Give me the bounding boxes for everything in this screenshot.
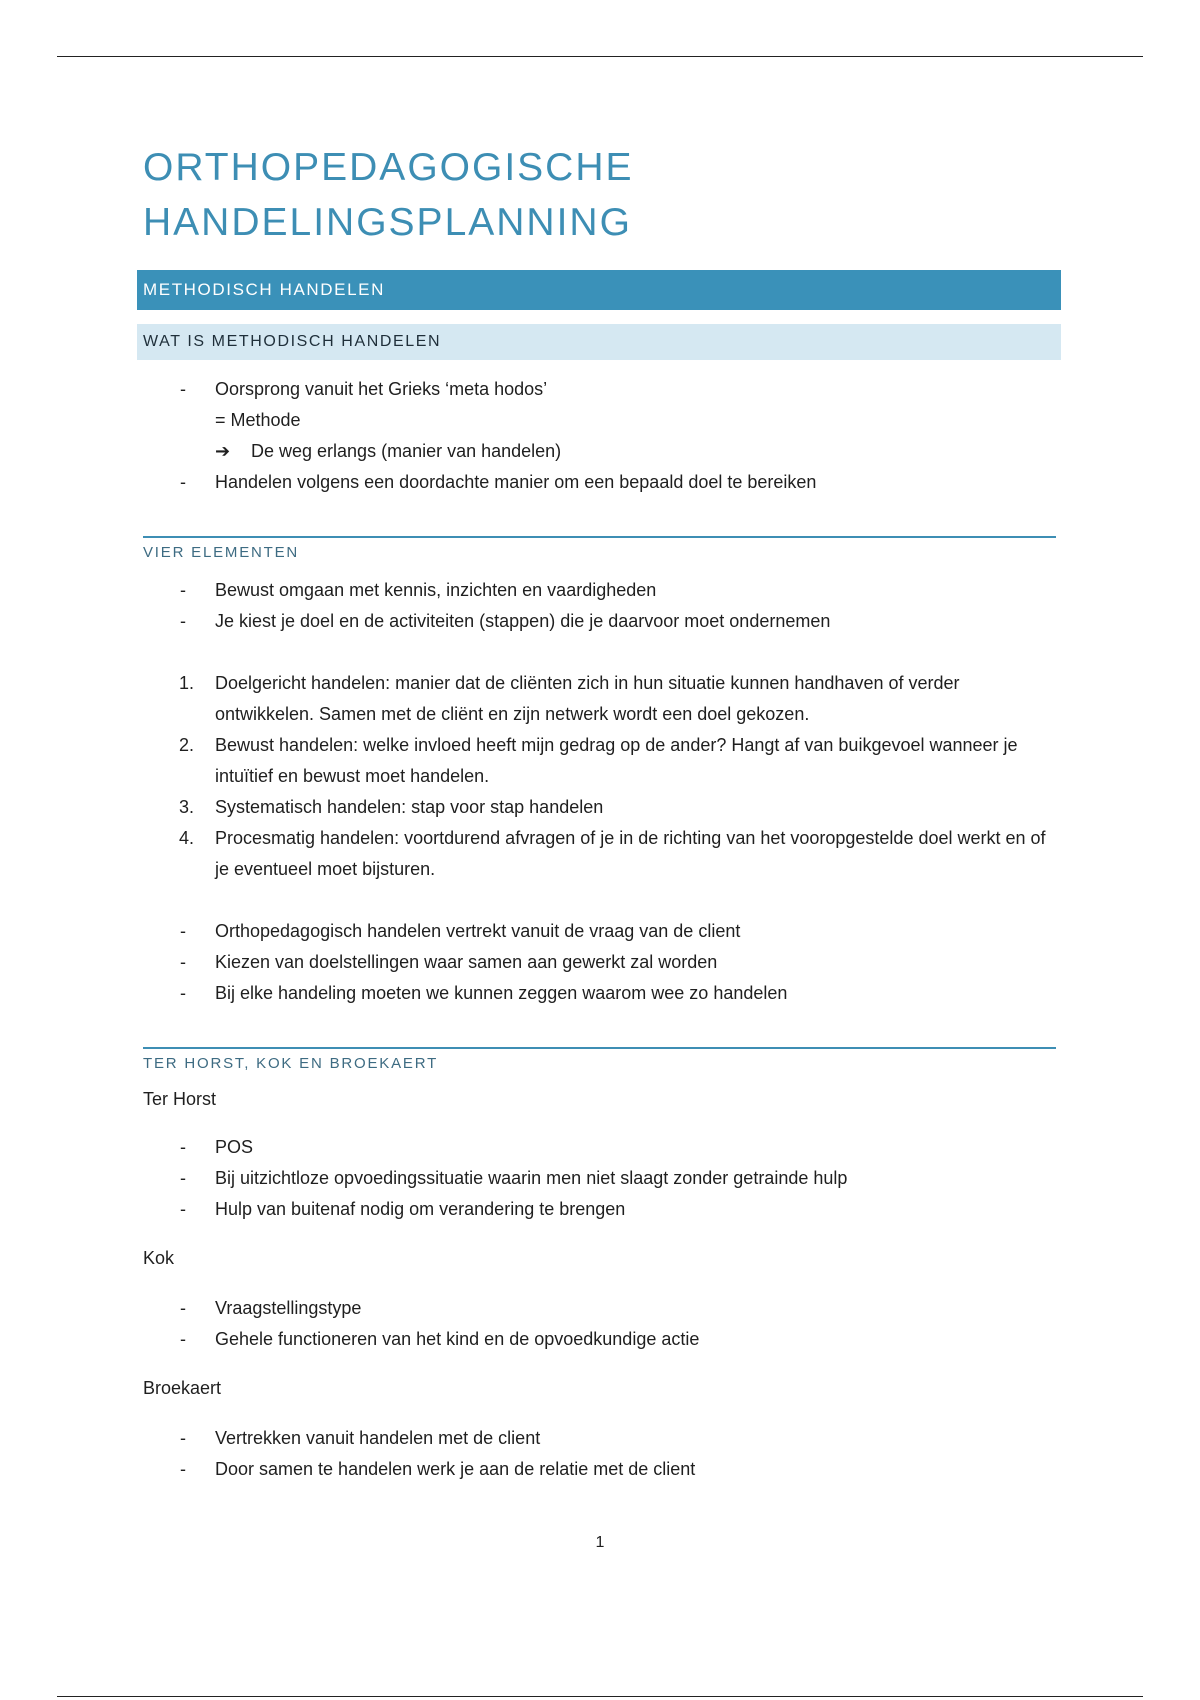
arrow-line (215, 436, 1063, 467)
list-item-text: Hulp van buitenaf nodig om verandering te brengen (215, 1199, 626, 1219)
vier-bullets-b (143, 916, 1063, 1009)
dash-marker: - (180, 983, 186, 1003)
heading-methodisch-handelen: METHODISCH HANDELEN (137, 270, 1061, 310)
subheading-ter-horst: Ter Horst (143, 1089, 217, 1109)
arrow-right-icon: ➔ (215, 441, 231, 461)
number-marker: 1. (179, 673, 195, 693)
numbered-item (143, 668, 1063, 730)
number-marker: 2. (179, 735, 195, 755)
list-item (143, 1324, 1063, 1355)
list-item-text: Door samen te handelen werk je aan de relatie met de client (215, 1459, 696, 1479)
numbered-item (143, 823, 1063, 885)
dash-marker: - (180, 1428, 186, 1448)
dash-marker: - (180, 952, 186, 972)
list-item-text: Orthopedagogisch handelen vertrekt vanuit de vraag van de client (215, 921, 741, 941)
dash-marker: - (180, 611, 186, 631)
dash-marker: - (180, 580, 186, 600)
dash-marker: - (180, 472, 186, 492)
number-marker: 4. (179, 828, 195, 848)
dash-marker: - (180, 379, 186, 399)
subheading-broekaert: Broekaert (143, 1378, 222, 1398)
list-item (143, 1454, 1063, 1485)
list-item (143, 606, 1063, 637)
list-item-text: Bewust omgaan met kennis, inzichten en vaardigheden (215, 580, 657, 600)
list-item (143, 978, 1063, 1009)
heading-vier-elementen: VIER ELEMENTEN (143, 536, 1056, 561)
page-number: 1 (595, 1534, 605, 1551)
list-item (143, 1163, 1063, 1194)
numbered-item (143, 730, 1063, 792)
ter-horst-list (143, 1132, 1063, 1225)
dash-marker: - (180, 1298, 186, 1318)
numbered-item-text: Bewust handelen: welke invloed heeft mijn gedrag op de ander? Hangt af van buikgevoel wanneer je intuïtief en bewust moet handelen. (215, 735, 1018, 786)
heading-ter-horst-kok-broekaert: TER HORST, KOK EN BROEKAERT (143, 1047, 1056, 1072)
list-item-continuation: = Methode (215, 410, 301, 430)
dash-marker: - (180, 1329, 186, 1349)
list-item-text: Gehele functioneren van het kind en de opvoedkundige actie (215, 1329, 700, 1349)
vier-bullets-a (143, 575, 1063, 637)
numbered-item-text: Doelgericht handelen: manier dat de cliënten zich in hun situatie kunnen handhaven of verder ontwikkelen. Samen met de cliënt en zijn netwerk wordt een doel gekozen. (215, 673, 960, 724)
list-item-text: Vertrekken vanuit handelen met de client (215, 1428, 541, 1448)
subheading-kok: Kok (143, 1248, 175, 1268)
list-item-text: Handelen volgens een doordachte manier om een bepaald doel te bereiken (215, 472, 817, 492)
list-item-text: Bij uitzichtloze opvoedingssituatie waarin men niet slaagt zonder getrainde hulp (215, 1168, 848, 1188)
list-item (143, 947, 1063, 978)
broekaert-list (143, 1423, 1063, 1485)
vier-numbered-list (143, 668, 1063, 885)
document-body (143, 140, 1063, 1485)
document-title (143, 140, 1063, 250)
list-item (143, 467, 1063, 498)
list-item (143, 1194, 1063, 1225)
kok-list (143, 1293, 1063, 1355)
list-item-text: POS (215, 1137, 254, 1157)
list-item (143, 575, 1063, 606)
header-rule (57, 56, 1143, 57)
list-item-text: Je kiest je doel en de activiteiten (stappen) die je daarvoor moet ondernemen (215, 611, 831, 631)
wat-list (143, 374, 1063, 498)
title-line-2: HANDELINGSPLANNING (143, 201, 632, 244)
dash-marker: - (180, 1459, 186, 1479)
dash-marker: - (180, 1137, 186, 1157)
number-marker: 3. (179, 797, 195, 817)
footer-rule (57, 1696, 1143, 1697)
numbered-item-text: Procesmatig handelen: voortdurend afvragen of je in de richting van het vooropgestelde doel werkt en of je eventueel moet bijsturen. (215, 828, 1046, 879)
list-item-text: Kiezen van doelstellingen waar samen aan gewerkt zal worden (215, 952, 718, 972)
dash-marker: - (180, 1199, 186, 1219)
list-item (143, 1423, 1063, 1454)
heading-wat-is-methodisch-handelen: WAT IS METHODISCH HANDELEN (137, 324, 1061, 360)
list-item-text: Oorsprong vanuit het Grieks ‘meta hodos’ (215, 379, 548, 399)
list-item (143, 1293, 1063, 1324)
list-item (143, 374, 1063, 467)
list-item (143, 1132, 1063, 1163)
numbered-item (143, 792, 1063, 823)
dash-marker: - (180, 1168, 186, 1188)
list-item-text: Bij elke handeling moeten we kunnen zeggen waarom wee zo handelen (215, 983, 788, 1003)
arrow-line-text: De weg erlangs (manier van handelen) (251, 441, 562, 461)
numbered-item-text: Systematisch handelen: stap voor stap handelen (215, 797, 604, 817)
title-line-1: ORTHOPEDAGOGISCHE (143, 146, 634, 189)
list-item (143, 916, 1063, 947)
dash-marker: - (180, 921, 186, 941)
list-item-text: Vraagstellingstype (215, 1298, 362, 1318)
